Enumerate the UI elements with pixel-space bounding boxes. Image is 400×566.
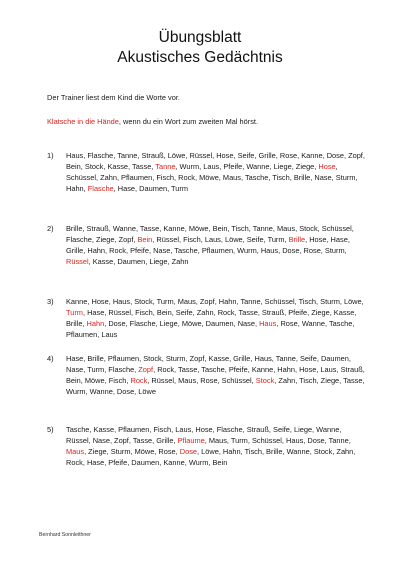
words-segment: , Hase, Rüssel, Fisch, Bein, Seife, Zahn, Rock, Tasse, Strauß, Pfeife, Ziege, Kasse, Brille, [66, 308, 357, 328]
word-list-item [47, 150, 367, 194]
words-segment: , Kasse, Daumen, Liege, Zahn [88, 257, 189, 266]
words-segment: Brille, Strauß, Wanne, Tasse, Kanne, Möwe, Bein, Tisch, Tanne, Maus, Stock, Schüssel, Flasche, Ziege, Zopf, [66, 224, 354, 244]
words-segment: , Ziege, Sturm, Möwe, Rose, [84, 447, 180, 456]
repeated-word: Tanne [155, 162, 176, 171]
list-number: 5) [47, 425, 54, 434]
list-number: 2) [47, 224, 54, 233]
word-list-text [66, 353, 367, 397]
word-list-text [66, 296, 367, 340]
words-segment: , Schüssel, Zahn, Pflaumen, Fisch, Rock, Möwe, Maus, Tasche, Tisch, Brille, Nase, Sturm, Hahn, [66, 162, 358, 193]
repeated-word: Haus [259, 319, 277, 328]
title-line-2: Akustisches Gedächtnis [117, 49, 283, 66]
instruction-line-2 [47, 117, 367, 127]
words-segment: Tasche, Kasse, Pflaumen, Fisch, Laus, Hose, Flasche, Strauß, Seife, Liege, Wanne, Rüssel, Nase, Zopf, Tasse, Grille, [66, 425, 342, 445]
repeated-word: Stock [255, 376, 275, 385]
word-list-text [66, 223, 367, 267]
word-list-text [66, 150, 367, 194]
words-segment: , Rock, Tasse, Tasche, Pfeife, Kanne, Hahn, Hose, Laus, Strauß, Bein, Möwe, Fisch, [66, 365, 365, 385]
word-list-item [47, 223, 367, 267]
repeated-word: Bein [137, 235, 153, 244]
words-segment: , Rüssel, Maus, Rose, Schüssel, [147, 376, 256, 385]
repeated-word: Maus [66, 447, 85, 456]
repeated-word: Flasche [87, 184, 114, 193]
list-number: 4) [47, 354, 54, 363]
words-segment: Hase, Brille, Pflaumen, Stock, Sturm, Zopf, Kasse, Grille, Haus, Tanne, Seife, Daumen, Nase, Turm, Flasche, [66, 354, 351, 374]
list-number: 1) [47, 151, 54, 160]
repeated-word: Hose [318, 162, 336, 171]
words-segment: Haus, Flasche, Tanne, Strauß, Löwe, Rüssel, Hose, Seife, Grille, Rose, Kanne, Dose, Zopf, Bein, Stock, Kasse, Tasse, [66, 151, 365, 171]
author-footer: Bernhard Sonnleithner [39, 532, 91, 538]
word-list-text [66, 424, 367, 468]
words-segment: , Rüssel, Fisch, Laus, Löwe, Seife, Turm, [152, 235, 289, 244]
words-segment: , Hase, Daumen, Turm [113, 184, 189, 193]
list-number: 3) [47, 297, 54, 306]
words-segment: , Maus, Turm, Schüssel, Haus, Dose, Tanne, [204, 436, 351, 445]
word-list-item [47, 296, 367, 340]
repeated-word: Pflaume [177, 436, 205, 445]
repeated-word: Brille [288, 235, 306, 244]
instruction-rest: , wenn du ein Wort zum zweiten Mal hörst. [118, 117, 259, 126]
repeated-word: Rüssel [66, 257, 89, 266]
instruction-line-1: Der Trainer liest dem Kind die Worte vor. [47, 93, 180, 102]
words-segment: , Dose, Flasche, Liege, Möwe, Daumen, Nase, [104, 319, 260, 328]
repeated-word: Rock [130, 376, 148, 385]
words-segment: Kanne, Hose, Haus, Stock, Turm, Maus, Zopf, Hahn, Tanne, Schüssel, Tisch, Sturm, Löwe, [66, 297, 364, 306]
words-segment: , Löwe, Hahn, Tisch, Brille, Wanne, Stock, Zahn, Rock, Hase, Pfeife, Daumen, Kanne, Wurm, Bein [66, 447, 356, 467]
repeated-word: Turm [66, 308, 83, 317]
instruction-highlight: Klatsche in die Hände [47, 117, 119, 126]
words-segment: , Hose, Hase, Grille, Hahn, Rock, Pfeife, Nase, Tasche, Pflaumen, Wurm, Haus, Dose, Rose, Sturm, [66, 235, 350, 255]
words-segment: , Rose, Wanne, Tasche, Pflaumen, Laus [66, 319, 355, 339]
word-list-item [47, 353, 367, 397]
words-segment: , Zahn, Tisch, Ziege, Tasse, Wurm, Wanne, Dose, Löwe [66, 376, 365, 396]
worksheet-title [0, 28, 400, 68]
title-line-1: Übungsblatt [158, 29, 242, 46]
repeated-word: Hahn [86, 319, 105, 328]
words-segment: , Wurm, Laus, Pfeife, Wanne, Liege, Ziege, [175, 162, 319, 171]
repeated-word: Zopf [138, 365, 154, 374]
word-list-item [47, 424, 367, 468]
repeated-word: Dose [179, 447, 198, 456]
